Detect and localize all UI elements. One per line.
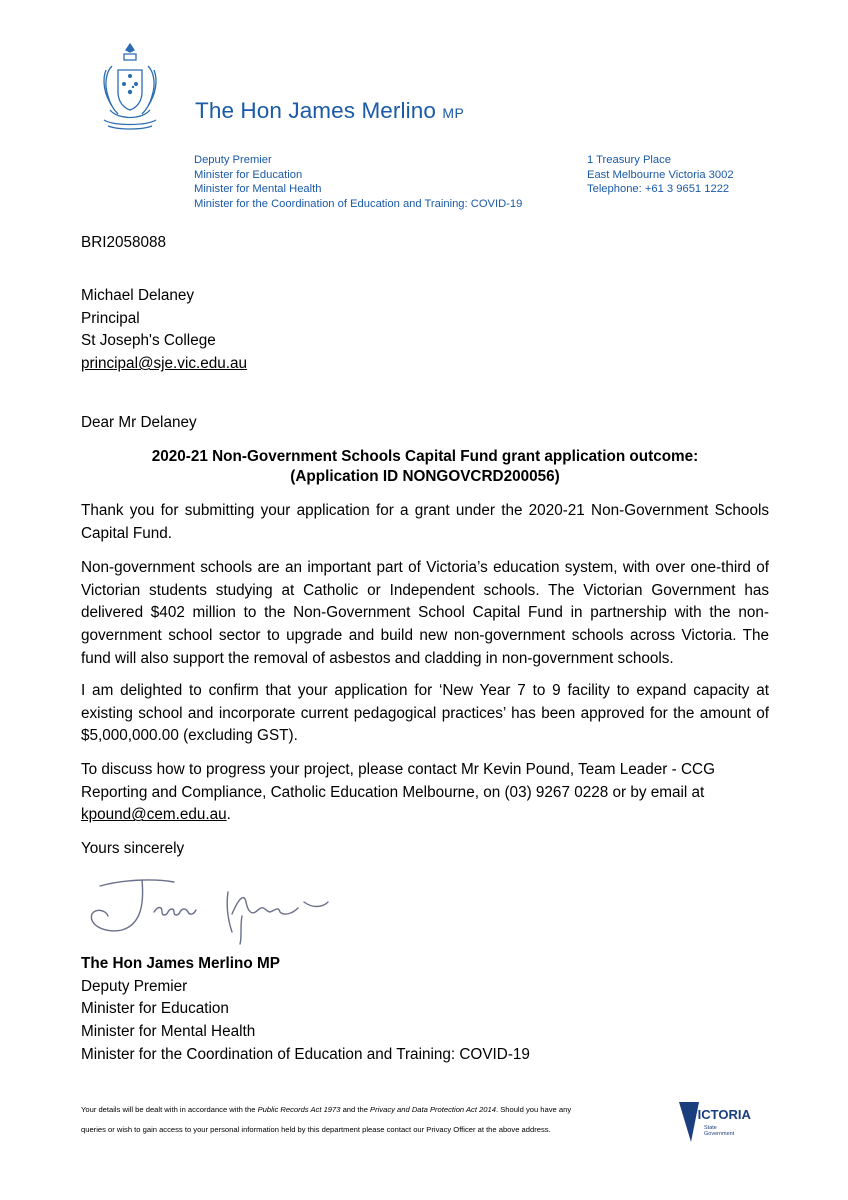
letterhead-suffix: MP [442, 105, 465, 121]
body-paragraph: Thank you for submitting your application for a grant under the 2020-21 Non-Government Schools Capital Fund. [81, 502, 769, 542]
contact-line: Reporting and Compliance, Catholic Education Melbourne, on (03) 9267 0228 or by email at [81, 783, 705, 801]
closing: Yours sincerely [81, 840, 185, 857]
contact-line-end: . [226, 806, 231, 824]
logo-sub: Government [704, 1131, 735, 1137]
address-line: 1 Treasury Place [587, 154, 671, 166]
act-name: Public Records Act 1973 [257, 1105, 341, 1114]
recipient-email-link[interactable]: principal@sje.vic.edu.au [81, 355, 248, 373]
letterhead-minister-name: The Hon James Merlino MP [195, 98, 465, 123]
signatory-role: Minister for Mental Health [81, 1023, 256, 1041]
coat-of-arms-icon [98, 40, 162, 132]
privacy-footer [81, 1100, 641, 1140]
letterhead-role: Minister for the Coordination of Education and Training: COVID-19 [194, 197, 523, 210]
contact-line: To discuss how to progress your project, please contact Mr Kevin Pound, Team Leader - CCG [81, 761, 715, 778]
contact-paragraph [81, 759, 769, 827]
signatory-role: Minister for the Coordination of Education and Training: COVID-19 [81, 1045, 530, 1063]
recipient-block [81, 285, 247, 376]
recipient-title: Principal [81, 309, 140, 327]
reference-number: BRI2058088 [81, 234, 167, 251]
subject-application-id: (Application ID NONGOVCRD200056) [290, 468, 560, 485]
act-name: Privacy and Data Protection Act 2014 [370, 1105, 496, 1114]
letterhead-role: Minister for Education [194, 168, 303, 181]
footer-line: queries or wish to gain access to your personal information held by this department please contact our Privacy Officer at the above address. [81, 1125, 551, 1134]
recipient-organisation: St Joseph's College [81, 332, 216, 350]
body-paragraph: I am delighted to confirm that your application for ‘New Year 7 to 9 facility to expand capacity at existing school and incorporate current pedagogical practices’ has been approved for the amount of $5,000,000.00 (excluding GST). [81, 682, 769, 745]
salutation: Dear Mr Delaney [81, 414, 197, 431]
letterhead-address [587, 153, 734, 197]
signatory-role: Deputy Premier [81, 977, 188, 995]
letterhead-roles [194, 153, 522, 211]
footer-line: Your details will be dealt with in accordance with the Public Records Act 1973 and the Privacy and Data Protection Act 2014. Should you have any [81, 1105, 572, 1114]
signatory-role: Minister for Education [81, 1000, 229, 1018]
letterhead-role: Deputy Premier [194, 154, 272, 166]
subject-heading [81, 447, 769, 487]
letterhead-role: Minister for Mental Health [194, 183, 322, 196]
handwritten-signature [82, 872, 332, 947]
body-paragraph: Non-government schools are an important part of Victoria’s education system, with over one-third of Victorian students studying at Catholic or Independent schools. The Victorian Government has delivered $402 million to the Non-Government School Capital Fund in partnership with the non-government school sector to upgrade and build new non-government schools across Victoria. The fund will also support the removal of asbestos and cladding in non-government schools. [81, 559, 769, 667]
subject-line: 2020-21 Non-Government Schools Capital Fund grant application outcome: [151, 448, 699, 465]
address-line: East Melbourne Victoria 3002 [587, 168, 734, 181]
recipient-name: Michael Delaney [81, 287, 195, 304]
logo-word: VICTORIA [689, 1107, 751, 1122]
signature-block [81, 953, 530, 1067]
contact-email-link[interactable]: kpound@cem.edu.au [81, 806, 227, 824]
victoria-government-logo [677, 1098, 757, 1144]
signatory-name: The Hon James Merlino MP [81, 955, 280, 972]
telephone: Telephone: +61 3 9651 1222 [587, 183, 730, 196]
logo-sub: State [704, 1125, 717, 1131]
